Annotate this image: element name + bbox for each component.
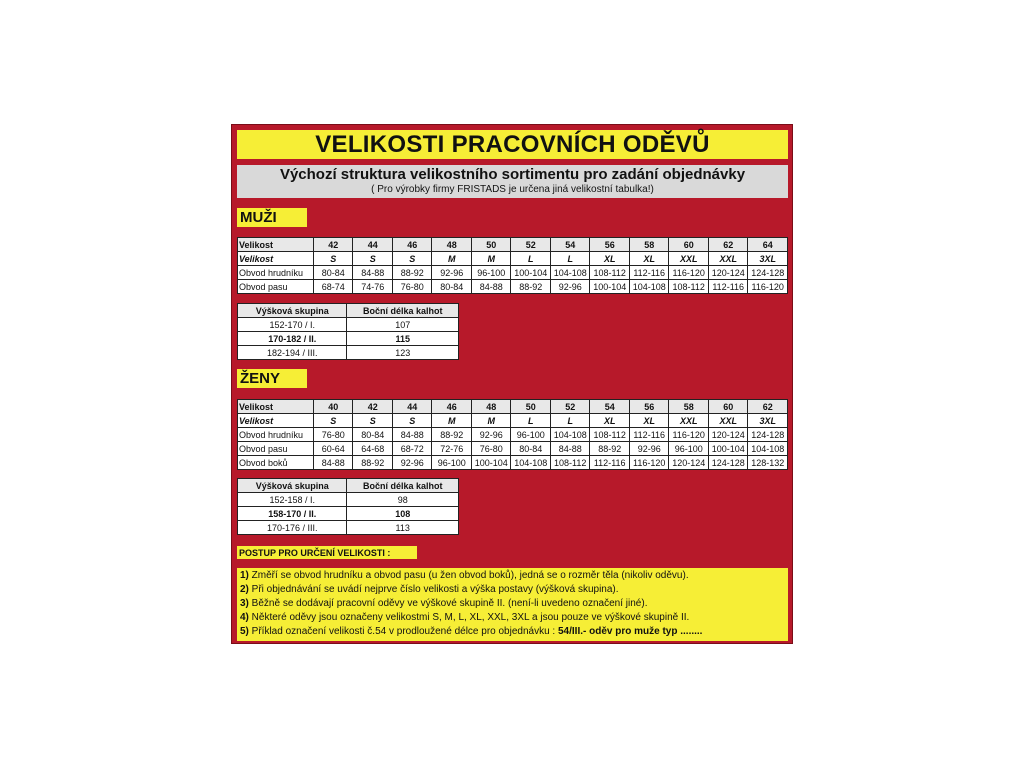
procedure-step: 3) Běžně se dodávají pracovní oděvy ve výškové skupině II. (není-li uvedeno označení jiné). bbox=[240, 598, 648, 609]
table-cell: 170-176 / III. bbox=[238, 521, 347, 535]
men-section-label: MUŽI bbox=[237, 208, 307, 227]
table-cell: 84-88 bbox=[353, 266, 393, 280]
table-cell: 92-96 bbox=[471, 428, 511, 442]
procedure-step: 5) Příklad označení velikosti č.54 v prodloužené délce pro objednávku : 54/III.- oděv pro muže typ ........ bbox=[240, 626, 703, 637]
table-cell: 108 bbox=[347, 507, 459, 521]
table-cell: S bbox=[353, 252, 393, 266]
row-label: Velikost bbox=[238, 414, 314, 428]
table-cell: M bbox=[432, 414, 472, 428]
men-height-table bbox=[237, 303, 459, 360]
table-cell: 92-96 bbox=[432, 266, 472, 280]
table-cell: 68-74 bbox=[313, 280, 353, 294]
table-cell: 116-120 bbox=[669, 266, 709, 280]
table-cell: 84-88 bbox=[550, 442, 590, 456]
table-cell: 98 bbox=[347, 493, 459, 507]
table-cell: 108-112 bbox=[590, 266, 630, 280]
table-cell: XXL bbox=[708, 414, 748, 428]
column-header: Boční délka kalhot bbox=[347, 304, 459, 318]
column-header: Výšková skupina bbox=[238, 304, 347, 318]
table-header-row bbox=[238, 479, 459, 493]
table-cell: 44 bbox=[392, 400, 432, 414]
table-cell: XL bbox=[590, 414, 630, 428]
table-cell: 60 bbox=[708, 400, 748, 414]
table-cell: 104-108 bbox=[748, 442, 788, 456]
table-cell: 128-132 bbox=[748, 456, 788, 470]
table-cell: 84-88 bbox=[471, 280, 511, 294]
table-cell: XL bbox=[629, 252, 669, 266]
table-cell: 116-120 bbox=[748, 280, 788, 294]
table-cell: 50 bbox=[471, 238, 511, 252]
table-cell: 76-80 bbox=[392, 280, 432, 294]
page-title: VELIKOSTI PRACOVNÍCH ODĚVŮ bbox=[237, 130, 788, 159]
table-cell: 124-128 bbox=[748, 266, 788, 280]
row-label: Velikost bbox=[238, 400, 314, 414]
table-cell: XL bbox=[590, 252, 630, 266]
table-header-row bbox=[238, 304, 459, 318]
subtitle: Výchozí struktura velikostního sortimentu pro zadání objednávky bbox=[279, 166, 746, 183]
table-cell: 52 bbox=[511, 238, 551, 252]
table-cell: S bbox=[353, 414, 393, 428]
table-cell: 124-128 bbox=[748, 428, 788, 442]
table-cell: 100-104 bbox=[590, 280, 630, 294]
table-cell: 92-96 bbox=[392, 456, 432, 470]
column-header: Výšková skupina bbox=[238, 479, 347, 493]
table-cell: L bbox=[550, 252, 590, 266]
row-label: Obvod pasu bbox=[238, 442, 314, 456]
procedure-step: 1) Změří se obvod hrudníku a obvod pasu (u žen obvod boků), jedná se o rozměr těla (nikoliv oděvu). bbox=[240, 570, 689, 581]
table-cell: 42 bbox=[313, 238, 353, 252]
subtitle-box bbox=[237, 165, 788, 198]
procedure-step: 2) Při objednávání se uvádí nejprve číslo velikosti a výška postavy (výšková skupina). bbox=[240, 584, 619, 595]
table-cell: 88-92 bbox=[392, 266, 432, 280]
women-section-label: ŽENY bbox=[237, 369, 307, 388]
row-label: Obvod hrudníku bbox=[238, 266, 314, 280]
table-cell: 96-100 bbox=[432, 456, 472, 470]
table-row bbox=[238, 252, 788, 266]
table-cell: 113 bbox=[347, 521, 459, 535]
table-cell: 120-124 bbox=[669, 456, 709, 470]
table-row bbox=[238, 280, 788, 294]
table-cell: S bbox=[392, 414, 432, 428]
table-cell: 104-108 bbox=[511, 456, 551, 470]
row-label: Obvod pasu bbox=[238, 280, 314, 294]
row-label: Obvod boků bbox=[238, 456, 314, 470]
table-cell: 80-84 bbox=[511, 442, 551, 456]
table-cell: 112-116 bbox=[629, 428, 669, 442]
table-cell: 112-116 bbox=[708, 280, 748, 294]
table-cell: 48 bbox=[432, 238, 472, 252]
table-row bbox=[238, 400, 788, 414]
procedure-label: POSTUP PRO URČENÍ VELIKOSTI : bbox=[237, 546, 417, 559]
table-row bbox=[238, 442, 788, 456]
table-row bbox=[238, 318, 459, 332]
table-cell: L bbox=[511, 414, 551, 428]
table-cell: 60 bbox=[669, 238, 709, 252]
table-cell: 152-158 / I. bbox=[238, 493, 347, 507]
table-cell: 170-182 / II. bbox=[238, 332, 347, 346]
table-cell: 62 bbox=[708, 238, 748, 252]
table-cell: 92-96 bbox=[550, 280, 590, 294]
procedure-steps bbox=[237, 568, 788, 641]
table-cell: 120-124 bbox=[708, 266, 748, 280]
table-cell: 60-64 bbox=[313, 442, 353, 456]
table-cell: 80-84 bbox=[353, 428, 393, 442]
table-cell: 88-92 bbox=[590, 442, 630, 456]
table-cell: 56 bbox=[629, 400, 669, 414]
table-cell: 42 bbox=[353, 400, 393, 414]
table-cell: 115 bbox=[347, 332, 459, 346]
row-label: Obvod hrudníku bbox=[238, 428, 314, 442]
table-cell: 46 bbox=[432, 400, 472, 414]
table-cell: 40 bbox=[313, 400, 353, 414]
table-cell: 46 bbox=[392, 238, 432, 252]
table-row bbox=[238, 493, 459, 507]
table-cell: 64 bbox=[748, 238, 788, 252]
table-cell: M bbox=[432, 252, 472, 266]
table-cell: S bbox=[392, 252, 432, 266]
table-cell: 56 bbox=[590, 238, 630, 252]
table-cell: 84-88 bbox=[313, 456, 353, 470]
procedure-step: 4) Některé oděvy jsou označeny velikostmi S, M, L, XL, XXL, 3XL a jsou pouze ve výškové skupině II. bbox=[240, 612, 690, 623]
table-cell: S bbox=[313, 252, 353, 266]
table-cell: 3XL bbox=[748, 252, 788, 266]
table-cell: 76-80 bbox=[471, 442, 511, 456]
table-cell: 48 bbox=[471, 400, 511, 414]
table-cell: 96-100 bbox=[511, 428, 551, 442]
table-cell: 64-68 bbox=[353, 442, 393, 456]
table-row bbox=[238, 521, 459, 535]
table-cell: 116-120 bbox=[629, 456, 669, 470]
table-cell: 80-84 bbox=[432, 280, 472, 294]
table-cell: 54 bbox=[590, 400, 630, 414]
table-row bbox=[238, 428, 788, 442]
table-cell: 58 bbox=[629, 238, 669, 252]
table-cell: 112-116 bbox=[590, 456, 630, 470]
table-row bbox=[238, 507, 459, 521]
table-cell: 92-96 bbox=[629, 442, 669, 456]
table-cell: S bbox=[313, 414, 353, 428]
table-cell: 96-100 bbox=[669, 442, 709, 456]
table-cell: 88-92 bbox=[353, 456, 393, 470]
women-height-table bbox=[237, 478, 459, 535]
table-cell: 62 bbox=[748, 400, 788, 414]
table-cell: L bbox=[511, 252, 551, 266]
table-cell: XL bbox=[629, 414, 669, 428]
table-cell: 72-76 bbox=[432, 442, 472, 456]
table-cell: XXL bbox=[669, 414, 709, 428]
table-cell: XXL bbox=[708, 252, 748, 266]
table-cell: 100-104 bbox=[511, 266, 551, 280]
table-row bbox=[238, 456, 788, 470]
table-cell: 120-124 bbox=[708, 428, 748, 442]
table-cell: 104-108 bbox=[629, 280, 669, 294]
table-row bbox=[238, 238, 788, 252]
women-size-table bbox=[237, 399, 788, 470]
column-header: Boční délka kalhot bbox=[347, 479, 459, 493]
table-cell: 84-88 bbox=[392, 428, 432, 442]
table-cell: 96-100 bbox=[471, 266, 511, 280]
table-cell: 152-170 / I. bbox=[238, 318, 347, 332]
table-cell: L bbox=[550, 414, 590, 428]
table-row bbox=[238, 266, 788, 280]
table-cell: 104-108 bbox=[550, 428, 590, 442]
table-row bbox=[238, 414, 788, 428]
table-cell: 108-112 bbox=[550, 456, 590, 470]
table-cell: 3XL bbox=[748, 414, 788, 428]
table-cell: 54 bbox=[550, 238, 590, 252]
table-cell: 44 bbox=[353, 238, 393, 252]
table-cell: 107 bbox=[347, 318, 459, 332]
table-row bbox=[238, 346, 459, 360]
table-cell: 88-92 bbox=[432, 428, 472, 442]
table-cell: 158-170 / II. bbox=[238, 507, 347, 521]
table-cell: 123 bbox=[347, 346, 459, 360]
row-label: Velikost bbox=[238, 252, 314, 266]
table-cell: 52 bbox=[550, 400, 590, 414]
table-row bbox=[238, 332, 459, 346]
table-cell: 108-112 bbox=[669, 280, 709, 294]
table-cell: 80-84 bbox=[313, 266, 353, 280]
table-cell: 124-128 bbox=[708, 456, 748, 470]
table-cell: 100-104 bbox=[471, 456, 511, 470]
table-cell: 112-116 bbox=[629, 266, 669, 280]
men-size-table bbox=[237, 237, 788, 294]
table-cell: 76-80 bbox=[313, 428, 353, 442]
table-cell: 88-92 bbox=[511, 280, 551, 294]
table-cell: 100-104 bbox=[708, 442, 748, 456]
table-cell: 182-194 / III. bbox=[238, 346, 347, 360]
table-cell: 116-120 bbox=[669, 428, 709, 442]
size-chart-sheet bbox=[231, 124, 793, 644]
table-cell: 108-112 bbox=[590, 428, 630, 442]
row-label: Velikost bbox=[238, 238, 314, 252]
table-cell: 104-108 bbox=[550, 266, 590, 280]
subtitle-note: ( Pro výrobky firmy FRISTADS je určena jiná velikostní tabulka!) bbox=[371, 184, 654, 195]
table-cell: XXL bbox=[669, 252, 709, 266]
table-cell: 68-72 bbox=[392, 442, 432, 456]
table-cell: M bbox=[471, 414, 511, 428]
table-cell: M bbox=[471, 252, 511, 266]
table-cell: 50 bbox=[511, 400, 551, 414]
table-cell: 74-76 bbox=[353, 280, 393, 294]
table-cell: 58 bbox=[669, 400, 709, 414]
